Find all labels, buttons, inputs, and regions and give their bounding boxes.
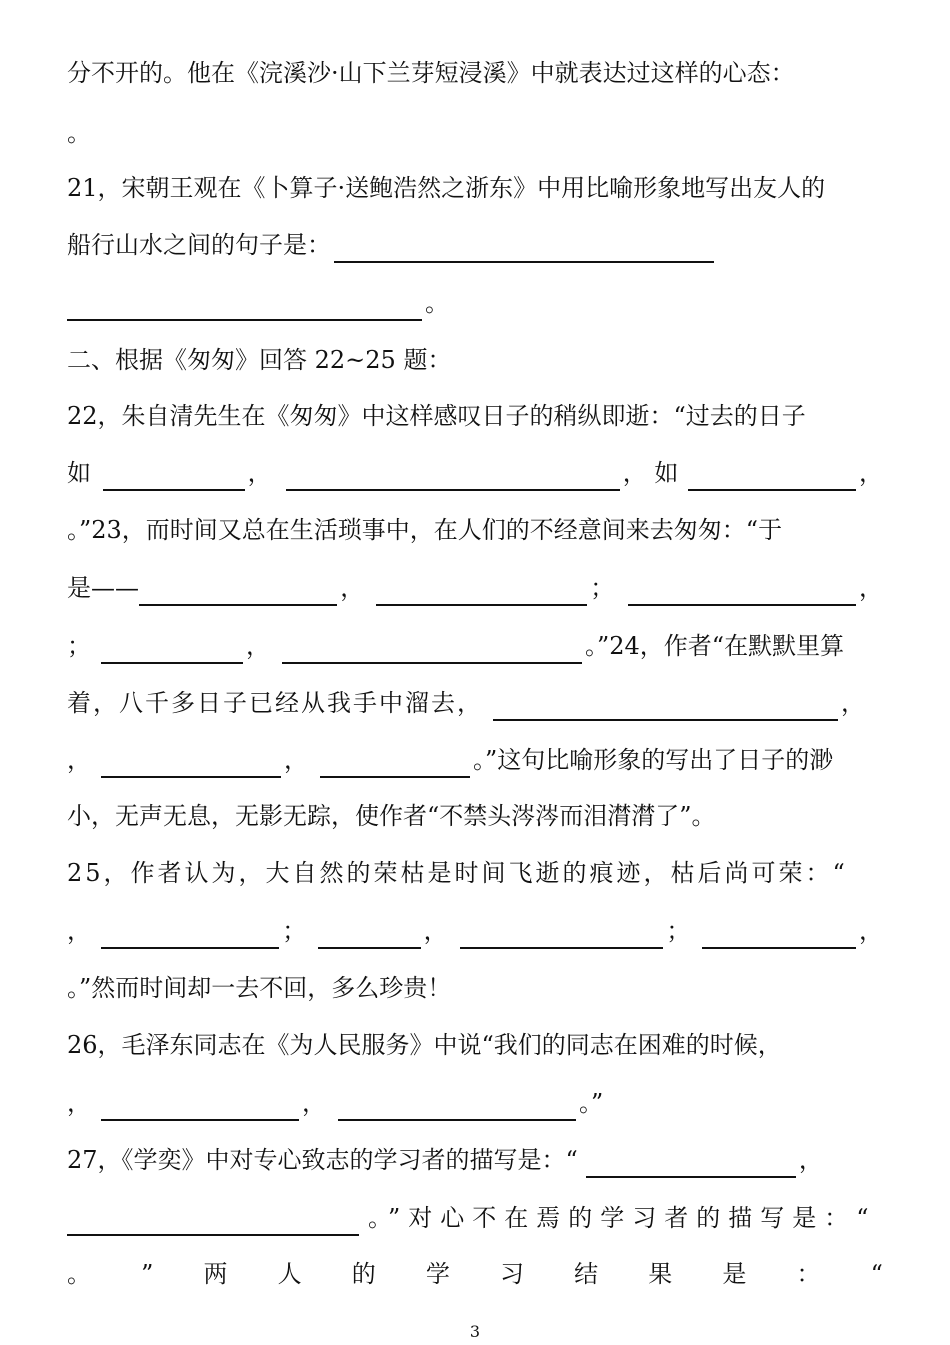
answer-blank[interactable] [101, 750, 281, 778]
answer-blank[interactable] [101, 636, 243, 664]
answer-blank[interactable] [334, 235, 714, 263]
question-27-line-2: 。”对心不在焉的学习者的描写是：“ [67, 1200, 883, 1236]
answer-blank[interactable] [139, 578, 337, 606]
question-25-blanks: ， ； ， ； ， [67, 913, 883, 949]
question-21: 21，宋朝王观在《卜算子·送鲍浩然之浙东》中用比喻形象地写出友人的 [67, 174, 826, 202]
answer-blank[interactable] [320, 750, 470, 778]
section-heading: 二、根据《匆匆》回答 22~25 题： [67, 346, 452, 374]
answer-blank[interactable] [493, 693, 838, 721]
text-line-2: 。 [67, 119, 91, 147]
page-number: 3 [469, 1322, 481, 1341]
answer-blank[interactable] [282, 636, 582, 664]
question-21-answer-line-2: 。 [67, 285, 883, 321]
question-23: 。”23，而时间又总在生活琐事中，在人们的不经意间来去匆匆：“于 [67, 516, 783, 544]
answer-blank[interactable] [101, 1093, 299, 1121]
answer-blank[interactable] [67, 1208, 359, 1236]
question-27: 27，《学奕》中对专心致志的学习者的描写是：“ ， [67, 1142, 883, 1178]
question-26-blanks: ， ， 。” [67, 1085, 883, 1121]
question-21-answer-line: 船行山水之间的句子是： [67, 227, 883, 263]
question-27-line-3: 。 ” 两 人 的 学 习 结 果 是 ： “ [67, 1260, 883, 1288]
question-22-blanks: 如 ， ， 如 ， [67, 455, 883, 491]
answer-blank[interactable] [67, 293, 422, 321]
answer-blank[interactable] [376, 578, 587, 606]
answer-blank[interactable] [628, 578, 856, 606]
answer-blank[interactable] [702, 921, 856, 949]
answer-blank[interactable] [586, 1150, 796, 1178]
text-line-1: 分不开的。他在《浣溪沙·山下兰芽短浸溪》中就表达过这样的心态： [67, 59, 795, 87]
answer-blank[interactable] [460, 921, 664, 949]
answer-blank[interactable] [318, 921, 420, 949]
question-22: 22，朱自清先生在《匆匆》中这样感叹日子的稍纵即逝：“过去的日子 [67, 402, 806, 430]
text-line-14: 小，无声无息，无影无踪，使作者“不禁头涔涔而泪潸潸了”。 [67, 802, 716, 830]
answer-blank[interactable] [338, 1093, 576, 1121]
question-24: 着，八千多日子已经从我手中溜去， ， [67, 685, 883, 721]
answer-blank[interactable] [688, 463, 856, 491]
text-line-17: 。”然而时间却一去不回，多么珍贵！ [67, 974, 452, 1002]
question-25: 25，作者认为，大自然的荣枯是时间飞逝的痕迹，枯后尚可荣：“ [67, 859, 848, 887]
question-23-blanks-2: ； ， 。”24，作者“在默默里算 [67, 628, 883, 664]
answer-blank[interactable] [103, 463, 245, 491]
answer-blank[interactable] [101, 921, 279, 949]
question-23-blanks: 是—— ， ； ， [67, 570, 883, 606]
question-26: 26，毛泽东同志在《为人民服务》中说“我们的同志在困难的时候， [67, 1031, 782, 1059]
question-24-blanks: ， ， 。”这句比喻形象的写出了日子的渺 [67, 742, 883, 778]
answer-blank[interactable] [286, 463, 620, 491]
